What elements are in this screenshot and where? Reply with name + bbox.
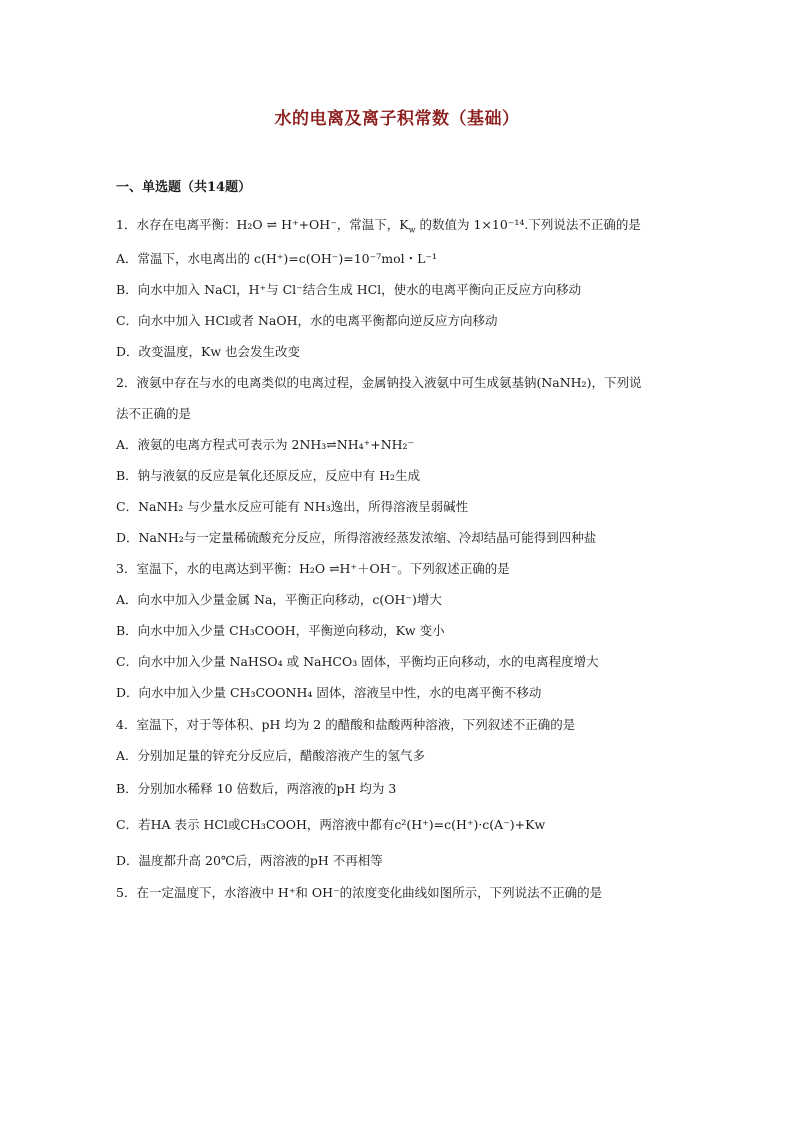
- question-1-option-b: B．向水中加入 NaCl，H⁺与 Cl⁻结合生成 HCl，使水的电离平衡向正反应方向移动: [116, 282, 582, 297]
- question-2-stem-line-2: 法不正确的是: [116, 406, 192, 421]
- document-title: 水的电离及离子积常数（基础）: [274, 109, 520, 129]
- question-4-option-a: A．分别加足量的锌充分反应后，醋酸溶液产生的氢气多: [116, 748, 426, 763]
- question-2-stem-line-1: 2．液氨中存在与水的电离类似的电离过程，金属钠投入液氨中可生成氨基钠(NaNH₂)，下列说: [116, 375, 642, 390]
- question-4-stem: 4．室温下，对于等体积、pH 均为 2 的醋酸和盐酸两种溶液，下列叙述不正确的是: [116, 717, 576, 732]
- question-1-option-d: D．改变温度，Kw 也会发生改变: [116, 344, 301, 359]
- question-3-option-b: B．向水中加入少量 CH₃COOH，平衡逆向移动，Kw 变小: [116, 623, 445, 638]
- question-4-option-b: B．分别加水稀释 10 倍数后，两溶液的pH 均为 3: [116, 781, 397, 796]
- question-5-stem: 5．在一定温度下，水溶液中 H⁺和 OH⁻的浓度变化曲线如图所示，下列说法不正确的是: [116, 885, 603, 900]
- q1-stem-part-c: 的数值为 1×10⁻¹⁴.下列说法不正确的是: [419, 217, 641, 232]
- question-1-option-a: A．常温下，水电离出的 c(H⁺)=c(OH⁻)=10⁻⁷mol・L⁻¹: [116, 251, 438, 266]
- question-3-option-a: A．向水中加入少量金属 Na，平衡正向移动，c(OH⁻)增大: [116, 592, 442, 607]
- question-4-option-c: C．若HA 表示 HCl或CH₃COOH，两溶液中都有c²(H⁺)=c(H⁺)·c(A⁻)+Kw: [116, 817, 546, 832]
- question-2-option-c: C．NaNH₂ 与少量水反应可能有 NH₃逸出，所得溶液呈弱碱性: [116, 499, 469, 514]
- question-2-option-d: D．NaNH₂与一定量稀硫酸充分反应，所得溶液经蒸发浓缩、冷却结晶可能得到四种盐: [116, 530, 597, 545]
- question-3-option-d: D．向水中加入少量 CH₃COONH₄ 固体，溶液呈中性，水的电离平衡不移动: [116, 685, 542, 700]
- question-3-stem: 3．室温下，水的电离达到平衡：H₂O ⇌H⁺＋OH⁻。下列叙述正确的是: [116, 561, 510, 576]
- question-3-option-c: C．向水中加入少量 NaHSO₄ 或 NaHCO₃ 固体，平衡均正向移动，水的电离程度增大: [116, 654, 599, 669]
- equilibrium-arrow-icon: ⇌: [266, 217, 278, 232]
- q1-stem-part-b: H⁺+OH⁻，常温下，K: [281, 217, 409, 232]
- question-2-option-b: B．钠与液氨的反应是氧化还原反应，反应中有 H₂生成: [116, 468, 421, 483]
- question-2-option-a: A．液氨的电离方程式可表示为 2NH₃⇌NH₄⁺+NH₂⁻: [116, 437, 415, 452]
- question-1-stem: [116, 210, 696, 240]
- q1-stem-part-a: 1．水存在电离平衡：H₂O: [116, 217, 263, 232]
- kw-subscript: w: [408, 225, 416, 235]
- question-1-option-c: C．向水中加入 HCl或者 NaOH，水的电离平衡都向逆反应方向移动: [116, 313, 498, 328]
- section-heading: 一、单选题（共14题）: [116, 180, 252, 195]
- question-4-option-d: D．温度都升高 20℃后，两溶液的pH 不再相等: [116, 853, 383, 868]
